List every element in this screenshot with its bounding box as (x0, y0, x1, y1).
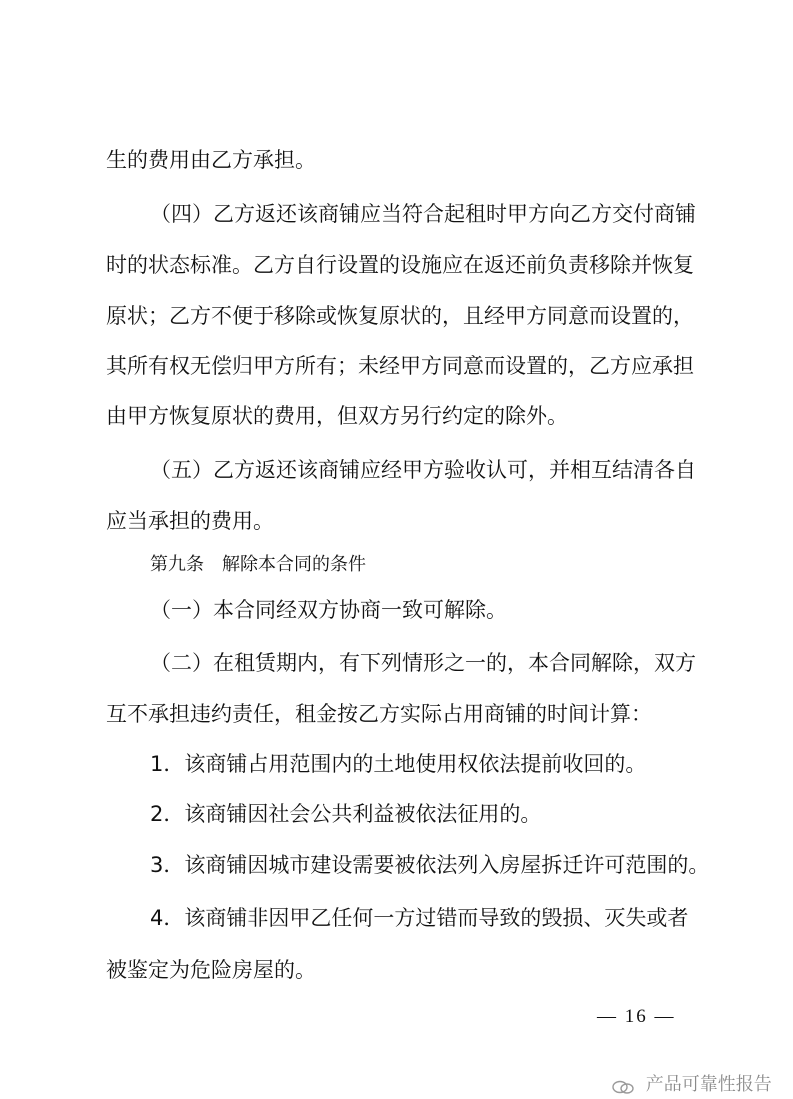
wechat-icon (612, 1078, 634, 1092)
list-item: 1．该商铺占用范围内的土地使用权依法提前收回的。 (150, 752, 647, 776)
watermark-text: 产品可靠性报告 (645, 1074, 772, 1095)
paragraph-line: 生的费用由乙方承担。 (106, 148, 316, 172)
watermark (612, 1070, 772, 1096)
paragraph-line: （五）乙方返还该商铺应经甲方验收认可，并相互结清各自 (150, 458, 696, 482)
paragraph-line: 被鉴定为危险房屋的。 (106, 958, 316, 982)
paragraph-line: 时的状态标准。乙方自行设置的设施应在返还前负责移除并恢复 (106, 253, 694, 277)
article-heading: 第九条 解除本合同的条件 (150, 554, 366, 575)
paragraph-line: 应当承担的费用。 (106, 509, 274, 533)
list-item: 2．该商铺因社会公共利益被依法征用的。 (150, 802, 542, 826)
paragraph-line: （二）在租赁期内，有下列情形之一的，本合同解除，双方 (150, 651, 696, 675)
paragraph-line: 互不承担违约责任，租金按乙方实际占用商铺的时间计算： (106, 702, 652, 726)
paragraph-line: 由甲方恢复原状的费用，但双方另行约定的除外。 (106, 404, 568, 428)
list-item: 3．该商铺因城市建设需要被依法列入房屋拆迁许可范围的。 (150, 853, 710, 877)
paragraph-line: 其所有权无偿归甲方所有；未经甲方同意而设置的，乙方应承担 (106, 354, 694, 378)
list-item: 4．该商铺非因甲乙任何一方过错而导致的毁损、灭失或者 (150, 906, 689, 930)
paragraph-line: （四）乙方返还该商铺应当符合起租时甲方向乙方交付商铺 (150, 202, 696, 226)
paragraph-line: 原状；乙方不便于移除或恢复原状的，且经甲方同意而设置的， (106, 304, 694, 328)
page-number: — 16 — (597, 1006, 676, 1027)
paragraph-line: （一）本合同经双方协商一致可解除。 (150, 598, 507, 622)
